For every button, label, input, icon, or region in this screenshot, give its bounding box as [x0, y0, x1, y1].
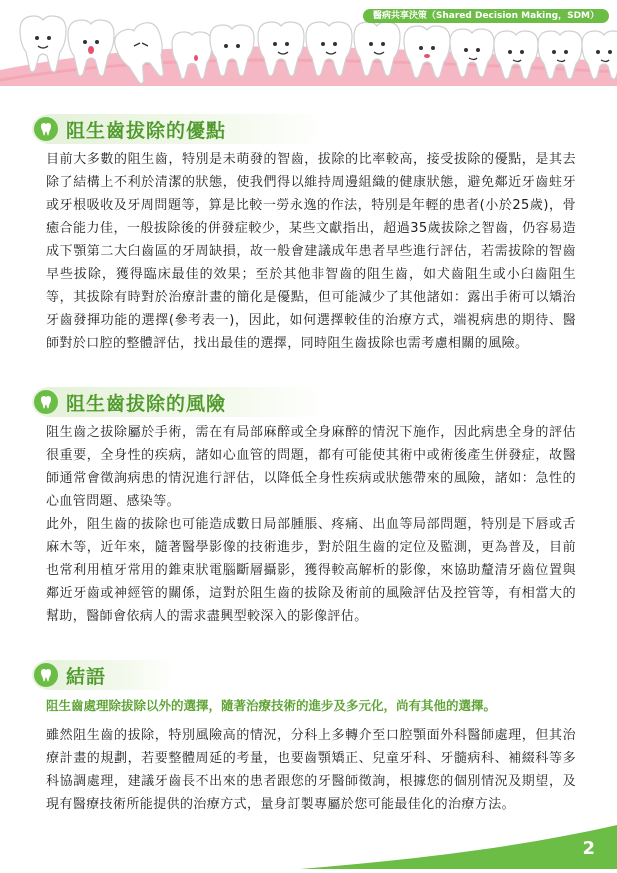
section-title: 結語 [66, 665, 107, 688]
footer-shape [0, 825, 617, 869]
section-heading-risks [32, 387, 226, 417]
tooth-icon [32, 388, 60, 416]
section-paragraph: 阻生齒之拔除屬於手術，需在有局部麻醉或全身麻醉的情況下施作，因此病患全身的評估很重要，全身性的疾病，諸如心血管的問題，都有可能使其術中或術後產生併發症，故醫師通常會徵詢病患的情況進行評估，以降低全身性疾病或狀態帶來的風險，諸如：急性的心血管問題、感染等。 [46, 425, 576, 509]
section-title: 阻生齒拔除的風險 [66, 392, 227, 415]
tooth-icon [32, 115, 60, 143]
section-paragraph: 雖然阻生齒的拔除，特別風險高的情況，分科上多轉介至口腔顎面外科醫師處理，但其治療計畫的規劃，若要整體周延的考量，也要齒顎矯正、兒童牙科、牙髓病科、補綴科等多科協調處理，建議牙齒長不出來的患者跟您的牙醫師徵詢，根據您的個別情況及期望，及現有醫療技術所能提供的治療方式，量身訂製專屬於您可能最佳化的治療方法。 [46, 728, 576, 812]
conclusion-highlight: 阻生齒處理除拔除以外的選擇，隨著治療技術的進步及多元化，尚有其他的選擇。 [46, 698, 497, 713]
section-paragraph: 目前大多數的阻生齒，特別是未萌發的智齒，拔除的比率較高，接受拔除的優點，是其去除了結構上不利於清潔的狀態，使我們得以維持周邊組織的健康狀態，避免鄰近牙齒蛀牙或牙根吸收及牙周問題等，算是比較一勞永逸的作法，特別是年輕的患者(小於25歲)，骨癒合能力佳，一般拔除後的併發症較少，某些文獻指出，超過35歲拔除之智齒，仍容易造成下顎第二大臼齒區的牙周缺損，故一般會建議成年患者早些進行評估，若需拔除的智齒早些拔除，獲得臨床最佳的效果；至於其他非智齒的阻生齒，如犬齒阻生或小臼齒阻生等，其拔除有時對於治療計畫的簡化是優點，但可能減少了其他諸如：露出手術可以矯治牙齒發揮功能的選擇(參考表一)，因此，如何選擇較佳的治療方式，端視病患的期待、醫師對於口腔的整體評估，找出最佳的選擇，同時阻生齒拔除也需考慮相關的風險。 [46, 152, 576, 351]
tooth-icon [32, 661, 60, 689]
section-heading-advantages [32, 114, 226, 144]
header-band [0, 0, 617, 86]
footer-band [0, 825, 617, 869]
section-title: 阻生齒拔除的優點 [66, 119, 227, 142]
page-number: 2 [582, 838, 595, 859]
section-paragraph: 此外，阻生齒的拔除也可能造成數日局部腫脹、疼痛、出血等局部問題，特別是下唇或舌麻木等，近年來，隨著醫學影像的技術進步，對於阻生齒的定位及監測，更為普及，目前也常利用植牙常用的錐束狀電腦斷層攝影，獲得較高解析的影像，來協助釐清牙齒位置與鄰近牙齒或神經管的關係，這對於阻生齒的拔除及術前的風險評估及控管等，有相當大的幫助，醫師會依病人的需求盡興型較深入的影像評估。 [46, 517, 576, 624]
section-heading-conclusion [32, 660, 106, 690]
sdm-tag: 醫病共享決策（Shared Decision Making，SDM） [363, 9, 609, 23]
